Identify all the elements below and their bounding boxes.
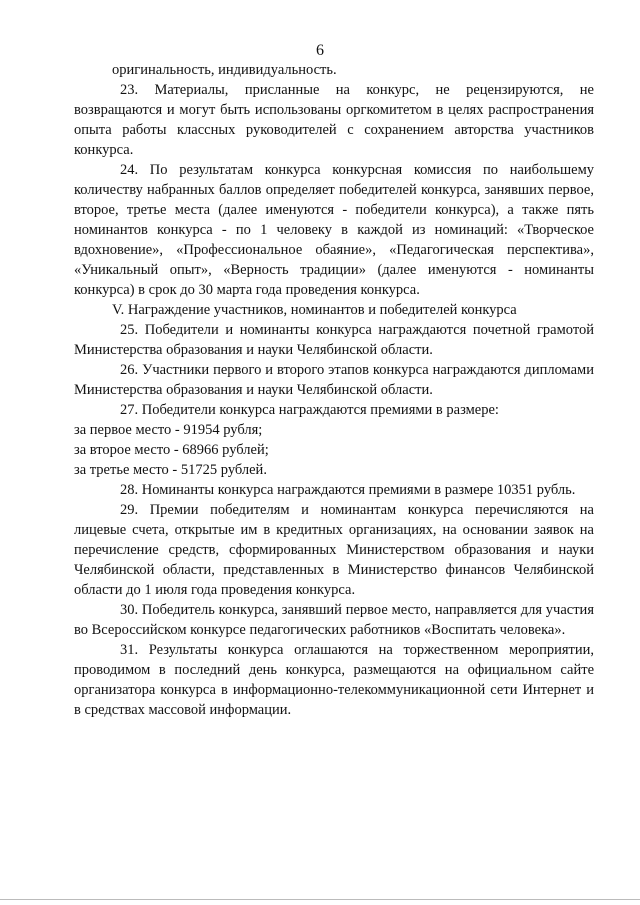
paragraph-30: 30. Победитель конкурса, занявший первое место, направляется для участия во Всероссийском конкурсе педагогических работников «Воспитать человека». [74, 602, 594, 638]
paragraph-29: 29. Премии победителям и номинантам конкурса перечисляются на лицевые счета, открытые им в кредитных организациях, на основании заявок на перечисление средств, сформированных Министерством образования и науки Челябинской области, представленных в Министерство финансов Челябинской области до 1 июля года проведения конкурса. [74, 502, 594, 598]
paragraph-28: 28. Номинанты конкурса награждаются премиями в размере 10351 рубль. [120, 482, 576, 498]
page-number: 6 [316, 42, 324, 59]
paragraph-23: 23. Материалы, присланные на конкурс, не рецензируются, не возвращаются и могут быть использованы оргкомитетом в целях распространения опыта работы классных руководителей с сохранением авторства участников конкурса. [74, 82, 594, 158]
prize-first-place: за первое место - 91954 рубля; [74, 422, 263, 438]
paragraph-31: 31. Результаты конкурса оглашаются на торжественном мероприятии, проводимом в последний день конкурса, размещаются на официальном сайте организатора конкурса в информационно-телекоммуникационной сети Интернет и в средствах массовой информации. [74, 642, 594, 718]
prize-second-place: за второе место - 68966 рублей; [74, 442, 269, 458]
paragraph-24: 24. По результатам конкурса конкурсная комиссия по наибольшему количеству набранных баллов определяет победителей конкурса, занявших первое, второе, третье места (далее именуются - победители конкурса), а также пять номинантов конкурса - по 1 человеку в каждой из номинаций: «Творческое вдохновение», «Профессиональное обаяние», «Педагогическая перспектива», «Уникальный опыт», «Верность традиции» (далее именуются - номинанты конкурса) в срок до 30 марта года проведения конкурса. [74, 162, 594, 298]
page-bottom-rule [0, 899, 640, 900]
prize-third-place: за третье место - 51725 рублей. [74, 462, 267, 478]
document-body [74, 60, 594, 720]
section-heading: V. Награждение участников, номинантов и победителей конкурса [112, 302, 517, 318]
paragraph-26: 26. Участники первого и второго этапов конкурса награждаются дипломами Министерства образования и науки Челябинской области. [74, 362, 594, 398]
paragraph-22-continuation: оригинальность, индивидуальность. [112, 62, 337, 78]
paragraph-27: 27. Победители конкурса награждаются премиями в размере: [120, 402, 499, 418]
paragraph-25: 25. Победители и номинанты конкурса награждаются почетной грамотой Министерства образования и науки Челябинской области. [74, 322, 594, 358]
